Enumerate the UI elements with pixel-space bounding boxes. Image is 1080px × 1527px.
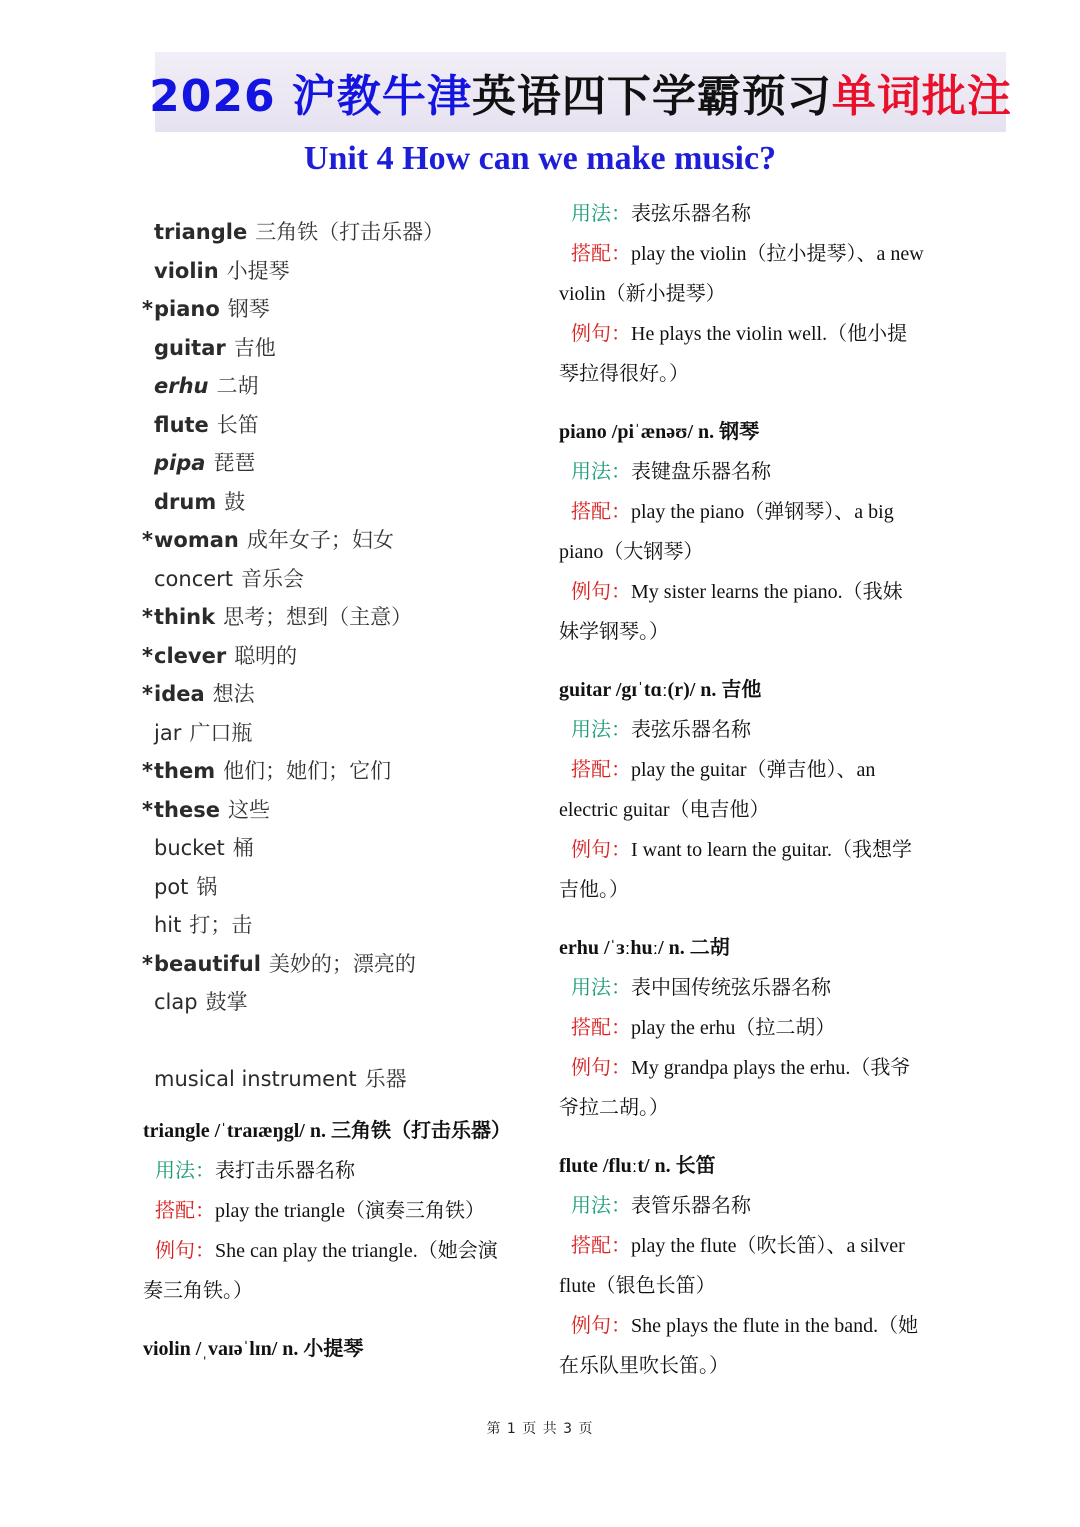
example-line: 例句：She plays the flute in the band.（她	[571, 1315, 919, 1337]
collocation-line: 搭配：play the triangle（演奏三角铁）	[155, 1200, 485, 1222]
vocab-list	[142, 213, 472, 1098]
vocab-item: *beautiful 美妙的；漂亮的	[142, 951, 416, 976]
usage-line: 用法：表打击乐器名称	[155, 1160, 355, 1182]
entry-triangle	[143, 1111, 543, 1311]
vocab-item: *piano 钢琴	[142, 297, 270, 321]
vocab-item: violin 小提琴	[154, 258, 290, 283]
collocation-cont: piano（大钢琴）	[559, 541, 704, 563]
collocation-cont: electric guitar（电吉他）	[559, 799, 770, 821]
headword: guitar /gɪˈtɑː(r)/ n. 吉他	[559, 679, 762, 701]
usage-line: 用法：表键盘乐器名称	[571, 461, 771, 483]
vocab-item: clap 鼓掌	[154, 990, 248, 1014]
vocab-item: drum 鼓	[154, 489, 246, 514]
headword: piano /piˈænəʊ/ n. 钢琴	[559, 421, 760, 443]
example-cont: 吉他。）	[559, 879, 629, 901]
collocation-line: 搭配：play the violin（拉小提琴）、a new	[571, 243, 924, 265]
headword: erhu /ˈɜːhuː/ n. 二胡	[559, 937, 730, 959]
example-cont: 在乐队里吹长笛。）	[559, 1355, 729, 1377]
entry-piano	[559, 412, 959, 652]
vocab-item: *idea 想法	[142, 682, 255, 706]
collocation-line: 搭配：play the erhu（拉二胡）	[571, 1017, 836, 1039]
example-cont: 妹学钢琴。）	[559, 621, 669, 643]
vocab-item: erhu 二胡	[154, 374, 259, 398]
example-cont: 琴拉得很好。）	[559, 363, 689, 385]
page-footer: 第 1 页 共 3 页	[486, 1421, 594, 1437]
vocab-item: bucket 桶	[154, 836, 254, 860]
banner-part-1: 2026 沪教牛津	[149, 71, 472, 122]
example-line: 例句：He plays the violin well.（他小提	[571, 323, 908, 345]
vocab-item: flute 长笛	[154, 412, 259, 437]
right-entries	[559, 194, 959, 1404]
vocab-item: pot 锅	[154, 874, 218, 899]
collocation-cont: flute（银色长笛）	[559, 1275, 716, 1297]
left-entries	[143, 1111, 543, 1387]
banner-part-3: 单词批注	[831, 71, 1012, 122]
collocation-line: 搭配：play the flute（吹长笛）、a silver	[571, 1235, 905, 1257]
vocab-item: triangle 三角铁（打击乐器）	[154, 220, 445, 244]
collocation-line: 搭配：play the guitar（弹吉他）、an	[571, 759, 876, 781]
usage-line: 用法：表中国传统弦乐器名称	[571, 977, 831, 999]
vocab-item: concert 音乐会	[154, 566, 305, 591]
headword: triangle /ˈtraɪæŋgl/ n. 三角铁（打击乐器）	[143, 1120, 511, 1142]
vocab-item: *them 他们；她们；它们	[142, 759, 392, 783]
vocab-item: pipa 琵琶	[154, 451, 256, 475]
usage-line: 用法：表弦乐器名称	[571, 203, 751, 225]
vocab-item: *think 思考；想到（主意）	[142, 605, 413, 629]
entry-flute	[559, 1146, 959, 1386]
vocab-item: jar 广口瓶	[154, 720, 253, 745]
vocab-item: *woman 成年女子；妇女	[142, 528, 394, 552]
usage-line: 用法：表弦乐器名称	[571, 719, 751, 741]
usage-line: 用法：表管乐器名称	[571, 1195, 751, 1217]
example-line: 例句：I want to learn the guitar.（我想学	[571, 839, 913, 861]
example-line: 例句：She can play the triangle.（她会演	[155, 1240, 498, 1262]
collocation-cont: violin（新小提琴）	[559, 283, 726, 305]
vocab-item: *these 这些	[142, 797, 270, 822]
entry-violin	[559, 194, 959, 394]
example-cont: 奏三角铁。）	[143, 1280, 253, 1302]
entry-violin-head	[143, 1329, 543, 1369]
vocab-item: *clever 聪明的	[142, 643, 298, 668]
vocab-item: hit 打；击	[154, 913, 253, 937]
example-line: 例句：My grandpa plays the erhu.（我爷	[571, 1057, 911, 1079]
entry-guitar	[559, 670, 959, 910]
unit-title: Unit 4 How can we make music?	[303, 140, 777, 177]
headword: violin /ˌvaɪəˈlɪn/ n. 小提琴	[143, 1338, 364, 1360]
vocab-item: guitar 吉他	[154, 335, 276, 360]
collocation-line: 搭配：play the piano（弹钢琴）、a big	[571, 501, 894, 523]
entry-erhu	[559, 928, 959, 1128]
example-cont: 爷拉二胡。）	[559, 1097, 669, 1119]
banner-part-2: 英语四下学霸预习	[471, 71, 832, 122]
example-line: 例句：My sister learns the piano.（我妹	[571, 581, 903, 603]
title-banner	[149, 52, 1012, 132]
headword: flute /fluːt/ n. 长笛	[559, 1155, 716, 1177]
vocab-item: musical instrument 乐器	[154, 1066, 407, 1091]
